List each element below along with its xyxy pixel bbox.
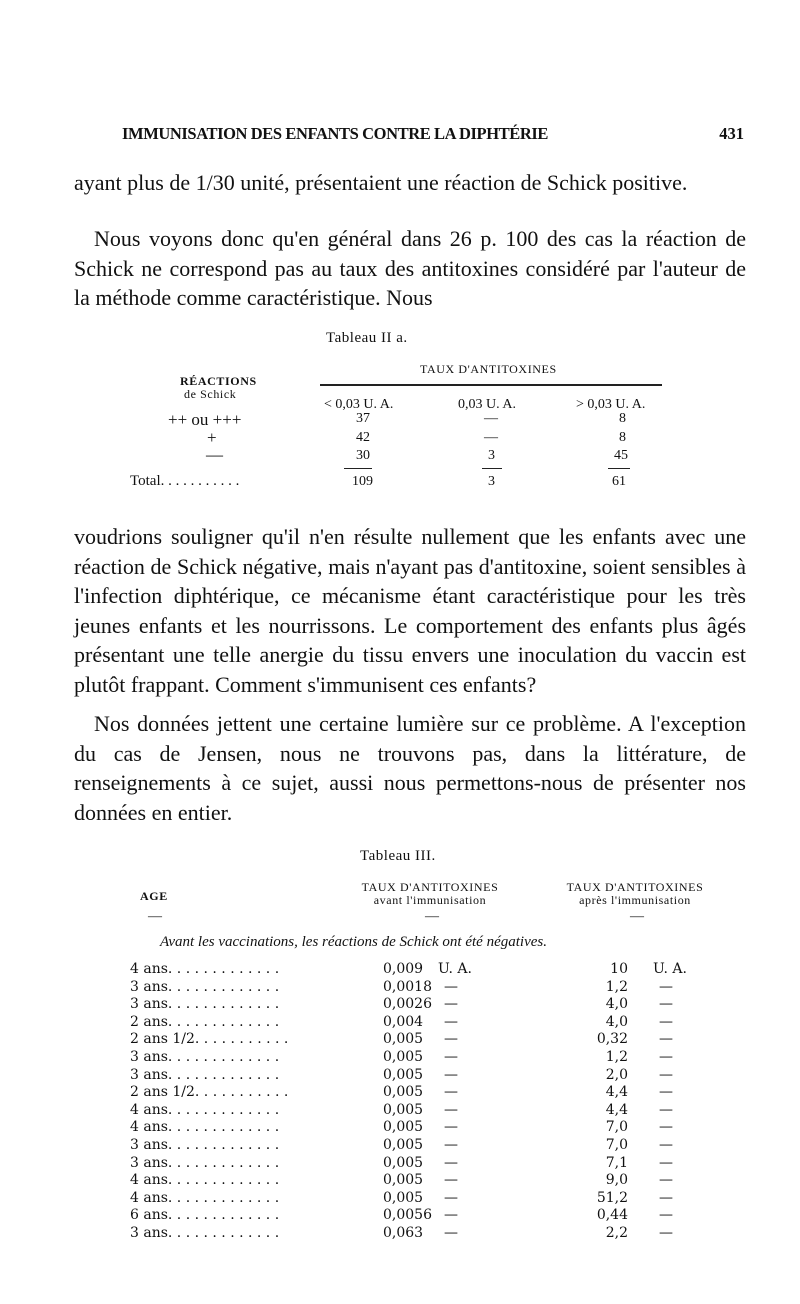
table-3-age-dash: —: [148, 909, 162, 924]
table-3-col-after-line1: TAUX D'ANTITOXINES: [566, 880, 704, 894]
table-2a-total-v1: 109: [352, 474, 373, 489]
table-3-after-unit-cell: U. A.: [653, 961, 687, 977]
table-2a-row-2-v3: 8: [619, 430, 626, 445]
table-3-before-unit-cell: —: [444, 1189, 458, 1206]
table-3-col-before-line2: avant l'immunisation: [373, 893, 487, 907]
table-2a-group-header: TAUX D'ANTITOXINES: [420, 362, 557, 376]
table-3-after-unit-cell: —: [659, 1154, 673, 1171]
table-3-before-unit-cell: —: [444, 1172, 458, 1189]
table-2a-sum-rule-1: [344, 468, 372, 469]
table-3-before-unit-cell: —: [444, 1154, 458, 1171]
table-3-col-after-line2: après l'immunisation: [579, 893, 691, 907]
table-3-age-cell: 2 ans 1/2. . . . . . . . . . .: [130, 1031, 289, 1048]
table-3-after-cell: 2,0: [605, 1066, 628, 1083]
table-2a-row-3-v2: 3: [488, 448, 495, 463]
table-3-after-cell: 0,32: [596, 1031, 628, 1048]
table-2a-sum-rule-2: [482, 468, 502, 469]
table-3-before-cell: 0,0026: [383, 996, 432, 1013]
table-3-after-unit-cell: —: [659, 1066, 673, 1083]
table-2a-total-v2: 3: [488, 474, 495, 489]
table-2a-total-label: Total. . . . . . . . . . .: [130, 473, 240, 489]
table-3-before-cell: 0,0018: [383, 978, 432, 995]
table-2a-col-1: < 0,03 U. A.: [324, 397, 394, 412]
table-3-after-unit-cell: —: [659, 1084, 673, 1101]
table-3-before-cell: 0,009: [383, 961, 424, 977]
table-3-after-cell: 9,0: [605, 1172, 628, 1189]
table-3-before-cell: 0,005: [383, 1154, 424, 1171]
table-2a-header-rule: [320, 384, 662, 386]
table-3-age-cell: 4 ans. . . . . . . . . . . . .: [130, 1119, 280, 1136]
table-2a-row-header-2: de Schick: [184, 387, 237, 401]
table-row: [130, 1119, 690, 1137]
table-3-after-unit-cell: —: [659, 1207, 673, 1224]
table-3-age-cell: 3 ans. . . . . . . . . . . . .: [130, 1137, 280, 1153]
table-3-before-unit-cell: —: [444, 978, 458, 995]
table-3-caption: Tableau III.: [360, 848, 436, 864]
table-2a-row-3-label: —: [206, 445, 223, 464]
table-row: [130, 979, 690, 997]
table-2a-sum-rule-3: [608, 468, 630, 469]
table-3-after-unit-cell: —: [659, 1172, 673, 1189]
table-3-age-cell: 4 ans. . . . . . . . . . . . .: [130, 1189, 280, 1206]
table-3-age-cell: 4 ans. . . . . . . . . . . . .: [130, 1172, 280, 1189]
table-3-after-unit-cell: —: [659, 1119, 673, 1136]
table-3-before-cell: 0,005: [383, 1031, 424, 1048]
table-3-before-unit-cell: —: [444, 1066, 458, 1083]
table-3-before-dash: —: [425, 909, 439, 924]
table-3-after-cell: 7,1: [605, 1154, 628, 1171]
table-2a-row-header-1: RÉACTIONS: [180, 374, 257, 388]
table-row: [130, 1014, 690, 1032]
table-3-after-unit-cell: —: [659, 1137, 673, 1153]
table-3-before-cell: 0,005: [383, 1137, 424, 1153]
table-3-after-unit-cell: —: [659, 1101, 673, 1118]
table-3-before-cell: 0,005: [383, 1189, 424, 1206]
table-3-before-unit-cell: —: [444, 1049, 458, 1065]
table-3-col-after: [555, 881, 715, 907]
table-3-age-cell: 3 ans. . . . . . . . . . . . .: [130, 1225, 280, 1241]
table-2a-col-2: 0,03 U. A.: [458, 397, 516, 412]
table-2a-col-3: > 0,03 U. A.: [576, 397, 646, 412]
table-2a-row-3-v1: 30: [356, 448, 370, 463]
table-3-after-cell: 4,4: [605, 1101, 628, 1118]
table-2a-total-v3: 61: [612, 474, 626, 489]
table-3-after-cell: 7,0: [605, 1119, 628, 1136]
table-3-before-unit-cell: U. A.: [438, 961, 472, 977]
table-row: [130, 1137, 690, 1155]
table-3-after-unit-cell: —: [659, 1189, 673, 1206]
table-3-before-cell: 0,005: [383, 1066, 424, 1083]
table-3-before-cell: 0,005: [383, 1172, 424, 1189]
table-3-before-cell: 0,005: [383, 1119, 424, 1136]
table-2a-row-1-v2: —: [484, 411, 498, 426]
paragraph-4: Nos données jettent une certaine lumière sur ce problème. A l'exception du cas de Jensen, nous ne trouvons pas, dans la littérature, de renseignements à ce sujet, aussi nous permettons-nous de présenter nos données en entier.: [74, 711, 746, 825]
table-3-age-cell: 6 ans. . . . . . . . . . . . .: [130, 1207, 280, 1224]
table-3-before-unit-cell: —: [444, 1225, 458, 1241]
table-3-before-cell: 0,005: [383, 1084, 424, 1101]
table-3-after-cell: 0,44: [596, 1207, 628, 1224]
table-row: [130, 1102, 690, 1120]
table-3-before-unit-cell: —: [444, 1119, 458, 1136]
table-3-before-cell: 0,063: [383, 1225, 424, 1241]
table-3-after-cell: 1,2: [605, 1049, 628, 1065]
table-2a-row-2-v1: 42: [356, 430, 370, 445]
table-2a-row-1-label: ++ ou +++: [168, 410, 242, 429]
table-3-before-cell: 0,005: [383, 1101, 424, 1118]
paragraph-2: Nous voyons donc qu'en général dans 26 p. 100 des cas la réaction de Schick ne correspond pas au taux des antitoxines considéré par l'auteur de la méthode comme caractéristique. Nous: [74, 226, 746, 310]
paragraph-1: ayant plus de 1/30 unité, présentaient une réaction de Schick positive.: [74, 170, 688, 195]
table-3-age-cell: 3 ans. . . . . . . . . . . . .: [130, 1154, 280, 1171]
table-row: [130, 1084, 690, 1102]
table-3-before-unit-cell: —: [444, 1084, 458, 1101]
table-3-after-cell: 7,0: [605, 1137, 628, 1153]
table-row: [130, 1172, 690, 1190]
table-3-col-age: AGE: [140, 889, 168, 903]
table-3-age-cell: 2 ans 1/2. . . . . . . . . . .: [130, 1084, 289, 1101]
table-2a-row-2-label: +: [207, 428, 217, 447]
table-3-age-cell: 4 ans. . . . . . . . . . . . .: [130, 1101, 280, 1118]
table-3-after-unit-cell: —: [659, 996, 673, 1013]
table-3-after-cell: 1,2: [605, 978, 628, 995]
page-number: 431: [719, 124, 744, 143]
table-row: [130, 1031, 690, 1049]
running-title: IMMUNISATION DES ENFANTS CONTRE LA DIPHTÉRIE: [122, 124, 548, 143]
table-3-after-cell: 2,2: [605, 1225, 628, 1241]
table-2a: [0, 0, 800, 520]
table-3-age-cell: 3 ans. . . . . . . . . . . . .: [130, 978, 280, 995]
table-3-age-cell: 4 ans. . . . . . . . . . . . .: [130, 961, 280, 977]
table-3-after-cell: 4,0: [605, 996, 628, 1013]
table-3-before-cell: 0,0056: [383, 1207, 432, 1224]
table-row: [130, 961, 690, 979]
table-row: [130, 1190, 690, 1208]
table-3-before-unit-cell: —: [444, 1013, 458, 1030]
table-row: [130, 1207, 690, 1225]
table-3-before-unit-cell: —: [444, 996, 458, 1013]
table-3-before-unit-cell: —: [444, 1031, 458, 1048]
table-3-age-cell: 3 ans. . . . . . . . . . . . .: [130, 1066, 280, 1083]
table-3-col-before: [350, 881, 510, 907]
paragraph-3: voudrions souligner qu'il n'en résulte nullement que les enfants avec une réaction de Schick négative, mais n'ayant pas d'antitoxine, soient sensibles à l'infection diphtérique, ce mécanisme étant caractéristique pour les très jeunes enfants et les nourrissons. Le comportement des enfants plus âgés présentant une telle anergie du tissu envers une inoculation du vaccin est plutôt frappant. Comment s'immunisent ces enfants?: [74, 524, 746, 697]
table-3-before-unit-cell: —: [444, 1137, 458, 1153]
table-3-before-unit-cell: —: [444, 1207, 458, 1224]
table-3-before-cell: 0,004: [383, 1013, 424, 1030]
table-3-after-unit-cell: —: [659, 978, 673, 995]
table-3-after-cell: 10: [610, 961, 628, 977]
table-2a-row-2-v2: —: [484, 430, 498, 445]
table-row: [130, 1049, 690, 1067]
table-2a-row-3-v3: 45: [614, 448, 628, 463]
table-2a-caption: Tableau II a.: [326, 330, 408, 346]
table-3-before-unit-cell: —: [444, 1101, 458, 1118]
table-3-after-unit-cell: —: [659, 1049, 673, 1065]
table-row: [130, 1225, 690, 1243]
table-row: [130, 996, 690, 1014]
table-3-age-cell: 3 ans. . . . . . . . . . . . .: [130, 996, 280, 1013]
table-3-age-cell: 3 ans. . . . . . . . . . . . .: [130, 1049, 280, 1065]
table-3-after-unit-cell: —: [659, 1225, 673, 1241]
table-3-age-cell: 2 ans. . . . . . . . . . . . .: [130, 1013, 280, 1030]
table-3-subheading: Avant les vaccinations, les réactions de Schick ont été négatives.: [160, 934, 547, 950]
table-row: [130, 1155, 690, 1173]
table-3-after-dash: —: [630, 909, 644, 924]
table-3-before-cell: 0,005: [383, 1049, 424, 1065]
table-3-col-before-line1: TAUX D'ANTITOXINES: [361, 880, 499, 894]
table-3-after-cell: 51,2: [596, 1189, 628, 1206]
table-row: [130, 1067, 690, 1085]
table-3-after-cell: 4,0: [605, 1013, 628, 1030]
table-2a-row-1-v3: 8: [619, 411, 626, 426]
table-2a-row-1-v1: 37: [356, 411, 370, 426]
table-3-after-cell: 4,4: [605, 1084, 628, 1101]
table-3-after-unit-cell: —: [659, 1013, 673, 1030]
table-3-after-unit-cell: —: [659, 1031, 673, 1048]
